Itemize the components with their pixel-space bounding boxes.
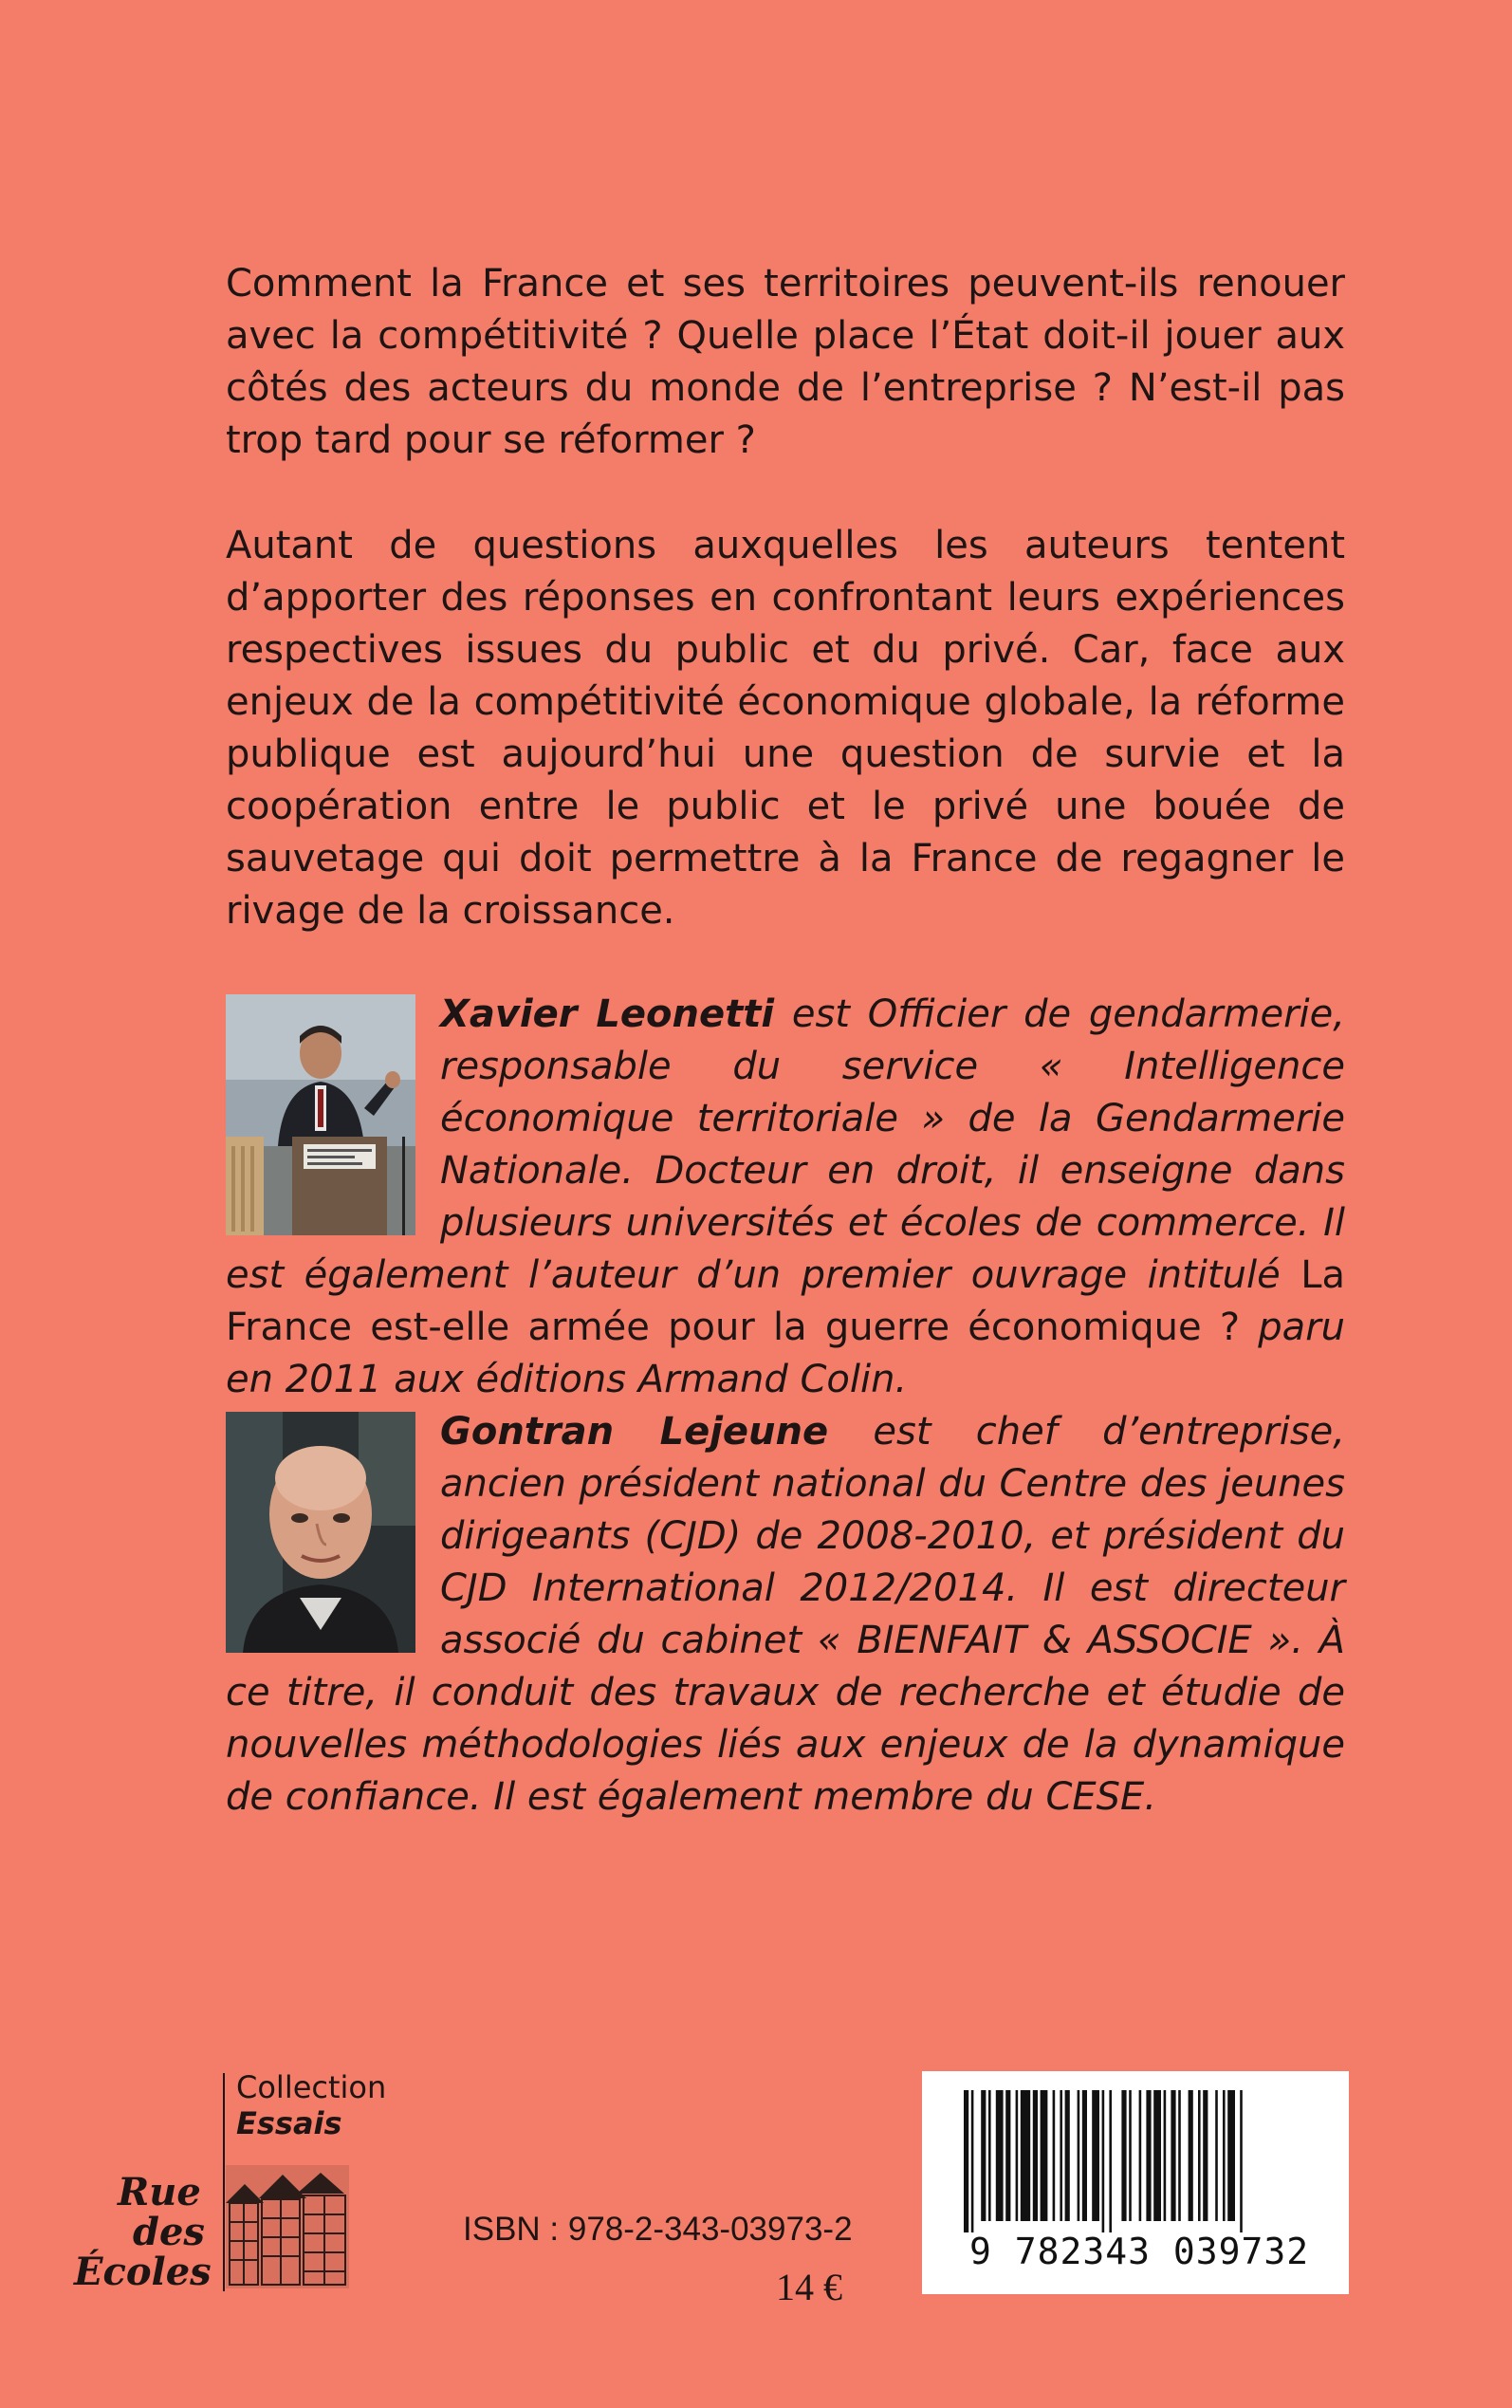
intro-paragraph-2: Autant de questions auxquelles les auteurs tentent d’apporter des réponses en confrontant leurs expériences respectives issues du public et du privé. Car, face aux enjeux de la compétitivité économique globale, la réforme publique est aujourd’hui une question de survie et la coopération entre le public et le privé une bouée de sauvetage qui doit permettre à la France de regagner le rivage de la croissance.	[226, 524, 1345, 933]
publisher-logo-image	[226, 2165, 349, 2288]
author-1-bio	[226, 989, 1345, 1406]
barcode-digits: 9 782343 039732	[969, 2231, 1310, 2272]
barcode-bar	[1016, 2090, 1019, 2221]
barcode-bar	[1240, 2090, 1243, 2232]
barcode-bar	[1109, 2090, 1112, 2232]
author-2-bio	[226, 1406, 1345, 1824]
publisher-logo-text	[74, 2170, 212, 2294]
author-1-name: Xavier Leonetti	[440, 992, 775, 1036]
barcode-bar	[996, 2090, 1004, 2221]
author-1-bio-part-1: est Officier de gendarmerie, responsable du service « Intelligence économique territoriale » de la Gendarmerie Nationale. Docteur en droit, il enseigne dans plusieurs universités et écoles de commerce. Il est également l’auteur d’un premier ouvrage intitulé	[226, 992, 1345, 1297]
barcode-bar	[1153, 2090, 1161, 2221]
barcode-bar	[1171, 2090, 1175, 2221]
barcode	[922, 2071, 1349, 2294]
barcode-bar	[1178, 2090, 1181, 2221]
barcode-bar	[1053, 2090, 1056, 2221]
collection-name: Essais	[236, 2105, 342, 2141]
author-2-photo	[226, 1412, 415, 1653]
barcode-bar	[1102, 2090, 1105, 2232]
barcode-bar	[1092, 2090, 1099, 2221]
collection-label: Collection	[236, 2069, 387, 2105]
barcode-bar	[1189, 2090, 1193, 2221]
collection-divider	[223, 2073, 225, 2291]
barcode-bar	[1041, 2090, 1048, 2221]
barcode-bars	[935, 2090, 1336, 2232]
barcode-bar	[1223, 2090, 1226, 2221]
barcode-bar	[1121, 2090, 1126, 2221]
author-2-name: Gontran Lejeune	[440, 1410, 829, 1454]
barcode-bar	[964, 2090, 968, 2232]
barcode-bar	[1060, 2090, 1062, 2221]
barcode-bar	[1033, 2090, 1038, 2221]
barcode-bar	[1078, 2090, 1080, 2221]
barcode-bar	[1215, 2090, 1218, 2221]
barcode-bar	[1082, 2090, 1087, 2221]
barcode-bar	[1203, 2090, 1208, 2221]
author-1-book-title: La France est-elle armée pour la guerre économique ?	[226, 1253, 1345, 1349]
price-text: 14 €	[776, 2266, 842, 2308]
intro-paragraph-1: Comment la France et ses territoires peuvent-ils renouer avec la compétitivité ? Quelle place l’État doit-il jouer aux côtés des acteurs du monde de l’entreprise ? N’est-il pas trop tard pour se réformer ?	[226, 262, 1345, 462]
barcode-bar	[1146, 2090, 1151, 2221]
logo-line-1: Rue	[118, 2170, 201, 2214]
barcode-bar	[1164, 2090, 1167, 2221]
author-1-bio-part-2: paru en 2011 aux éditions Armand Colin.	[226, 1306, 1345, 1401]
author-2-bio-text: est chef d’entreprise, ancien président national du Centre des jeunes dirigeants (CJD) de 2008-2010, et président du CJD International 2012/2014. Il est directeur associé du cabinet « BIENFAIT & ASSOCIE ». À ce titre, il conduit des travaux de recherche et étudie de nouvelles méthodologies liés aux enjeux de la dynamique de confiance. Il est également membre du CESE.	[226, 1410, 1345, 1819]
logo-line-2: des	[133, 2210, 205, 2254]
barcode-bar	[1129, 2090, 1132, 2221]
isbn-text: ISBN : 978-2-343-03973-2	[463, 2211, 853, 2248]
barcode-bar	[1139, 2090, 1142, 2221]
logo-line-3: Écoles	[74, 2250, 212, 2294]
barcode-bar	[981, 2090, 986, 2221]
barcode-bar	[1021, 2090, 1030, 2221]
barcode-bar	[1198, 2090, 1201, 2221]
barcode-bar	[988, 2090, 991, 2221]
barcode-bar	[1227, 2090, 1235, 2221]
barcode-bar	[971, 2090, 974, 2232]
author-1-photo	[226, 994, 415, 1235]
barcode-bar	[1065, 2090, 1070, 2221]
barcode-bar	[1005, 2090, 1010, 2221]
